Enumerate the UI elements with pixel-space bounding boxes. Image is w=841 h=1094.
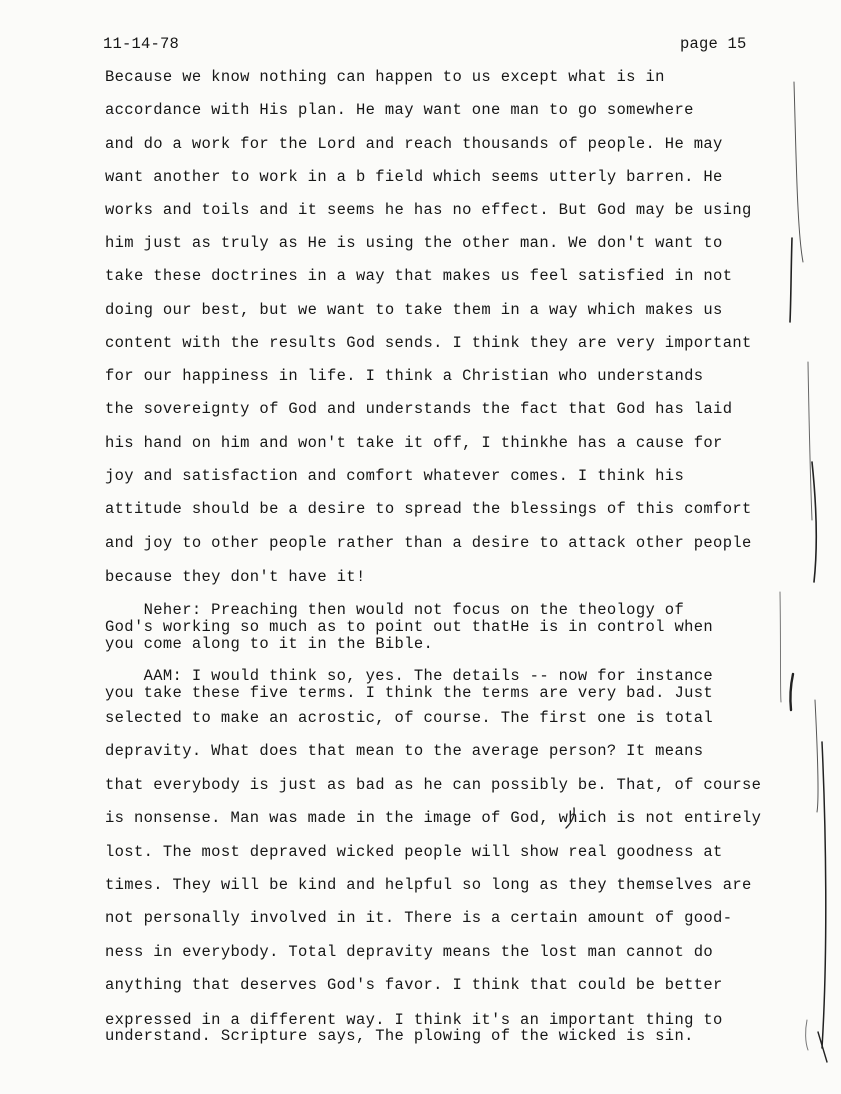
- text-line: for our happiness in life. I think a Christian who understands: [105, 367, 704, 385]
- text-line: content with the results God sends. I think they are very important: [105, 334, 752, 352]
- margin-line-mark: [808, 362, 812, 520]
- margin-line-mark: [794, 82, 803, 262]
- text-line: Neher: Preaching then would not focus on the theology of: [105, 601, 685, 619]
- margin-line-mark: [806, 1020, 808, 1050]
- margin-line-mark: [822, 742, 826, 1048]
- text-line: his hand on him and won't take it off, I thinkhe has a cause for: [105, 434, 723, 452]
- text-line: times. They will be kind and helpful so long as they themselves are: [105, 876, 752, 894]
- text-line: understand. Scripture says, The plowing of the wicked is sin.: [105, 1027, 694, 1045]
- text-line: because they don't have it!: [105, 568, 366, 586]
- text-line: take these doctrines in a way that makes us feel satisfied in not: [105, 267, 733, 285]
- text-line: you come along to it in the Bible.: [105, 635, 434, 653]
- text-line: and do a work for the Lord and reach thousands of people. He may: [105, 135, 723, 153]
- margin-line-mark: [790, 238, 792, 322]
- text-line: Because we know nothing can happen to us except what is in: [105, 68, 665, 86]
- margin-line-mark: [815, 700, 818, 812]
- text-line: want another to work in a b field which seems utterly barren. He: [105, 168, 723, 186]
- text-line: accordance with His plan. He may want one man to go somewhere: [105, 101, 694, 119]
- text-line: ness in everybody. Total depravity means the lost man cannot do: [105, 943, 714, 961]
- text-line: him just as truly as He is using the other man. We don't want to: [105, 234, 723, 252]
- text-line: the sovereignty of God and understands the fact that God has laid: [105, 400, 733, 418]
- page-number: page 15: [680, 35, 747, 53]
- margin-line-mark: [780, 592, 781, 702]
- pen-comma-mark: [566, 808, 574, 828]
- margin-line-mark: [812, 462, 816, 582]
- text-line: lost. The most depraved wicked people will show real goodness at: [105, 843, 723, 861]
- text-line: depravity. What does that mean to the average person? It means: [105, 742, 704, 760]
- text-line: you take these five terms. I think the terms are very bad. Just: [105, 684, 714, 702]
- text-line: AAM: I would think so, yes. The details -- now for instance: [105, 667, 714, 685]
- text-line: works and toils and it seems he has no effect. But God may be using: [105, 201, 752, 219]
- text-line: selected to make an acrostic, of course. The first one is total: [105, 709, 714, 727]
- text-line: expressed in a different way. I think it's an important thing to: [105, 1011, 723, 1029]
- text-line: that everybody is just as bad as he can possibly be. That, of course: [105, 776, 762, 794]
- text-line: and joy to other people rather than a desire to attack other people: [105, 534, 752, 552]
- margin-line-mark: [790, 674, 793, 710]
- text-line: not personally involved in it. There is a certain amount of good-: [105, 909, 733, 927]
- text-line: God's working so much as to point out thatHe is in control when: [105, 618, 714, 636]
- text-line: doing our best, but we want to take them in a way which makes us: [105, 301, 723, 319]
- text-line: joy and satisfaction and comfort whatever comes. I think his: [105, 467, 685, 485]
- page-date: 11-14-78: [103, 35, 180, 53]
- text-line: attitude should be a desire to spread the blessings of this comfort: [105, 500, 752, 518]
- text-line: is nonsense. Man was made in the image of God, which is not entirely: [105, 809, 762, 827]
- text-line: anything that deserves God's favor. I think that could be better: [105, 976, 723, 994]
